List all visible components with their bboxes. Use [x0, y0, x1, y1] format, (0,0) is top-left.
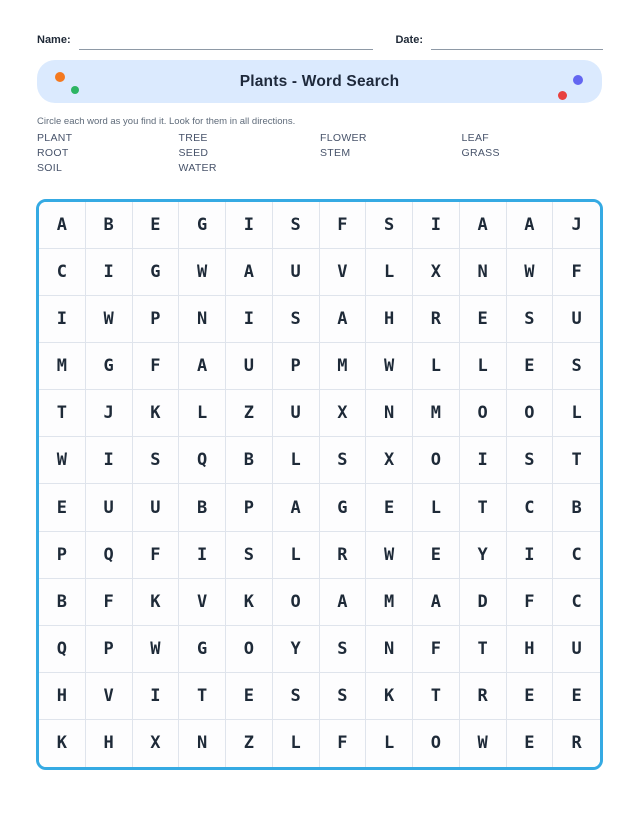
grid-cell[interactable]: O: [413, 720, 460, 767]
grid-cell[interactable]: R: [553, 720, 600, 767]
word-item: PLANT: [37, 132, 73, 144]
grid-cell[interactable]: F: [133, 343, 180, 390]
grid-cell[interactable]: W: [39, 437, 86, 484]
grid-cell[interactable]: B: [39, 579, 86, 626]
grid-cell[interactable]: P: [86, 626, 133, 673]
grid-cell[interactable]: A: [39, 202, 86, 249]
grid-cell[interactable]: Q: [39, 626, 86, 673]
green-dot-icon: [71, 86, 79, 94]
grid-cell[interactable]: I: [39, 296, 86, 343]
title-banner: [37, 60, 602, 103]
grid-cell[interactable]: M: [39, 343, 86, 390]
grid-cell[interactable]: W: [86, 296, 133, 343]
grid-cell[interactable]: P: [273, 343, 320, 390]
grid-cell[interactable]: I: [413, 202, 460, 249]
grid-cell[interactable]: S: [320, 437, 367, 484]
grid-cell[interactable]: X: [133, 720, 180, 767]
grid-cell[interactable]: A: [413, 579, 460, 626]
grid-cell[interactable]: S: [133, 437, 180, 484]
grid-cell[interactable]: R: [413, 296, 460, 343]
grid-cell[interactable]: E: [507, 673, 554, 720]
grid-cell[interactable]: U: [553, 626, 600, 673]
grid-cell[interactable]: A: [179, 343, 226, 390]
grid-cell[interactable]: E: [226, 673, 273, 720]
red-dot-icon: [558, 91, 567, 100]
grid-cell[interactable]: I: [86, 249, 133, 296]
grid-cell[interactable]: D: [460, 579, 507, 626]
grid-cell[interactable]: K: [226, 579, 273, 626]
grid-cell[interactable]: Y: [460, 532, 507, 579]
grid-cell[interactable]: G: [320, 484, 367, 531]
grid-row-2: [39, 249, 600, 296]
grid-cell[interactable]: L: [366, 249, 413, 296]
grid-cell[interactable]: J: [553, 202, 600, 249]
grid-cell[interactable]: N: [179, 296, 226, 343]
grid-cell[interactable]: M: [320, 343, 367, 390]
grid-cell[interactable]: A: [273, 484, 320, 531]
word-item: ROOT: [37, 147, 69, 159]
grid-cell[interactable]: H: [366, 296, 413, 343]
grid-row-7: [39, 484, 600, 531]
grid-cell[interactable]: W: [507, 249, 554, 296]
grid-cell[interactable]: C: [553, 579, 600, 626]
grid-cell[interactable]: H: [507, 626, 554, 673]
word-item: SEED: [178, 147, 209, 159]
grid-cell[interactable]: S: [366, 202, 413, 249]
grid-cell[interactable]: I: [133, 673, 180, 720]
grid-row-8: [39, 532, 600, 579]
grid-cell[interactable]: T: [39, 390, 86, 437]
grid-cell[interactable]: F: [133, 532, 180, 579]
grid-cell[interactable]: G: [133, 249, 180, 296]
grid-cell[interactable]: I: [460, 437, 507, 484]
page-title: Plants - Word Search: [239, 72, 400, 90]
date-input-line[interactable]: [431, 34, 603, 50]
grid-cell[interactable]: B: [226, 437, 273, 484]
word-item: TREE: [178, 132, 208, 144]
word-column-4: [462, 131, 604, 176]
grid-row-10: [39, 626, 600, 673]
grid-cell[interactable]: I: [226, 296, 273, 343]
grid-cell[interactable]: Z: [226, 720, 273, 767]
grid-cell[interactable]: S: [273, 202, 320, 249]
grid-cell[interactable]: K: [366, 673, 413, 720]
grid-cell[interactable]: G: [179, 626, 226, 673]
grid-cell[interactable]: B: [179, 484, 226, 531]
grid-cell[interactable]: I: [507, 532, 554, 579]
grid-cell[interactable]: V: [179, 579, 226, 626]
grid-cell[interactable]: L: [273, 720, 320, 767]
grid-cell[interactable]: I: [226, 202, 273, 249]
grid-row-9: [39, 579, 600, 626]
grid-cell[interactable]: L: [413, 484, 460, 531]
grid-cell[interactable]: A: [460, 202, 507, 249]
grid-cell[interactable]: T: [553, 437, 600, 484]
grid-cell[interactable]: K: [133, 390, 180, 437]
grid-cell[interactable]: J: [86, 390, 133, 437]
orange-dot-icon: [55, 72, 65, 82]
name-date-row: [37, 34, 603, 50]
grid-cell[interactable]: B: [553, 484, 600, 531]
grid-cell[interactable]: T: [179, 673, 226, 720]
grid-cell[interactable]: V: [320, 249, 367, 296]
grid-cell[interactable]: S: [273, 673, 320, 720]
grid-cell[interactable]: F: [413, 626, 460, 673]
grid-cell[interactable]: W: [366, 343, 413, 390]
grid-cell[interactable]: E: [553, 673, 600, 720]
grid-cell[interactable]: F: [86, 579, 133, 626]
grid-cell[interactable]: O: [507, 390, 554, 437]
grid-cell[interactable]: O: [413, 437, 460, 484]
grid-cell[interactable]: C: [507, 484, 554, 531]
grid-row-12: [39, 720, 600, 767]
grid-cell[interactable]: P: [226, 484, 273, 531]
grid-cell[interactable]: F: [320, 720, 367, 767]
grid-cell[interactable]: U: [273, 249, 320, 296]
word-item: GRASS: [461, 147, 500, 159]
word-item: LEAF: [461, 132, 489, 144]
grid-cell[interactable]: W: [179, 249, 226, 296]
grid-cell[interactable]: V: [86, 673, 133, 720]
grid-cell[interactable]: O: [273, 579, 320, 626]
grid-cell[interactable]: T: [413, 673, 460, 720]
word-item: FLOWER: [320, 132, 367, 144]
grid-cell[interactable]: X: [366, 437, 413, 484]
grid-row-5: [39, 390, 600, 437]
grid-cell[interactable]: M: [413, 390, 460, 437]
grid-cell[interactable]: G: [86, 343, 133, 390]
name-input-line[interactable]: [79, 34, 374, 50]
grid-cell[interactable]: X: [320, 390, 367, 437]
grid-cell[interactable]: C: [39, 249, 86, 296]
grid-cell[interactable]: H: [39, 673, 86, 720]
grid-cell[interactable]: L: [413, 343, 460, 390]
grid-cell[interactable]: T: [460, 484, 507, 531]
grid-cell[interactable]: E: [413, 532, 460, 579]
date-label: Date:: [395, 34, 423, 46]
grid-cell[interactable]: E: [39, 484, 86, 531]
grid-cell[interactable]: S: [553, 343, 600, 390]
grid-cell[interactable]: F: [320, 202, 367, 249]
grid-row-11: [39, 673, 600, 720]
grid-cell[interactable]: L: [366, 720, 413, 767]
grid-cell[interactable]: Z: [226, 390, 273, 437]
grid-cell[interactable]: W: [133, 626, 180, 673]
grid-cell[interactable]: N: [179, 720, 226, 767]
grid-cell[interactable]: U: [133, 484, 180, 531]
grid-cell[interactable]: A: [507, 202, 554, 249]
indigo-dot-icon: [573, 75, 583, 85]
grid-cell[interactable]: P: [39, 532, 86, 579]
grid-cell[interactable]: S: [320, 673, 367, 720]
word-column-3: [320, 131, 462, 176]
grid-cell[interactable]: S: [273, 296, 320, 343]
grid-cell[interactable]: R: [460, 673, 507, 720]
grid-cell[interactable]: Q: [179, 437, 226, 484]
grid-cell[interactable]: Y: [273, 626, 320, 673]
grid-cell[interactable]: I: [179, 532, 226, 579]
grid-row-1: [39, 202, 600, 249]
grid-cell[interactable]: S: [320, 626, 367, 673]
word-column-1: [37, 131, 179, 176]
grid-cell[interactable]: K: [39, 720, 86, 767]
grid-cell[interactable]: R: [320, 532, 367, 579]
grid-cell[interactable]: W: [460, 720, 507, 767]
grid-cell[interactable]: T: [460, 626, 507, 673]
grid-cell[interactable]: N: [460, 249, 507, 296]
grid-cell[interactable]: C: [553, 532, 600, 579]
grid-cell[interactable]: F: [507, 579, 554, 626]
grid-cell[interactable]: L: [460, 343, 507, 390]
grid-cell[interactable]: N: [366, 626, 413, 673]
word-item: WATER: [178, 162, 217, 174]
word-item: SOIL: [37, 162, 63, 174]
grid-cell[interactable]: L: [273, 532, 320, 579]
grid-cell[interactable]: E: [507, 720, 554, 767]
grid-cell[interactable]: N: [366, 390, 413, 437]
grid-cell[interactable]: W: [366, 532, 413, 579]
name-label: Name:: [37, 34, 71, 46]
grid-cell[interactable]: S: [507, 296, 554, 343]
grid-cell[interactable]: P: [133, 296, 180, 343]
grid-cell[interactable]: E: [133, 202, 180, 249]
grid-cell[interactable]: U: [226, 343, 273, 390]
grid-cell[interactable]: E: [366, 484, 413, 531]
grid-cell[interactable]: U: [86, 484, 133, 531]
word-item: STEM: [320, 147, 351, 159]
grid-cell[interactable]: A: [226, 249, 273, 296]
grid-row-3: [39, 296, 600, 343]
grid-cell[interactable]: G: [179, 202, 226, 249]
grid-cell[interactable]: U: [553, 296, 600, 343]
grid-cell[interactable]: H: [86, 720, 133, 767]
word-column-2: [179, 131, 321, 176]
grid-cell[interactable]: F: [553, 249, 600, 296]
grid-cell[interactable]: E: [507, 343, 554, 390]
grid-cell[interactable]: A: [320, 296, 367, 343]
word-search-grid: [36, 199, 603, 770]
word-list: [37, 131, 603, 176]
grid-cell[interactable]: S: [507, 437, 554, 484]
instruction-text: Circle each word as you find it. Look for them in all directions.: [37, 116, 296, 127]
grid-row-6: [39, 437, 600, 484]
grid-cell[interactable]: Q: [86, 532, 133, 579]
grid-cell[interactable]: B: [86, 202, 133, 249]
grid-cell[interactable]: O: [460, 390, 507, 437]
grid-cell[interactable]: L: [553, 390, 600, 437]
grid-cell[interactable]: A: [320, 579, 367, 626]
grid-cell[interactable]: O: [226, 626, 273, 673]
grid-cell[interactable]: E: [460, 296, 507, 343]
grid-cell[interactable]: K: [133, 579, 180, 626]
grid-cell[interactable]: X: [413, 249, 460, 296]
grid-cell[interactable]: I: [86, 437, 133, 484]
grid-row-4: [39, 343, 600, 390]
grid-cell[interactable]: M: [366, 579, 413, 626]
grid-cell[interactable]: L: [273, 437, 320, 484]
grid-cell[interactable]: U: [273, 390, 320, 437]
grid-cell[interactable]: S: [226, 532, 273, 579]
grid-cell[interactable]: L: [179, 390, 226, 437]
